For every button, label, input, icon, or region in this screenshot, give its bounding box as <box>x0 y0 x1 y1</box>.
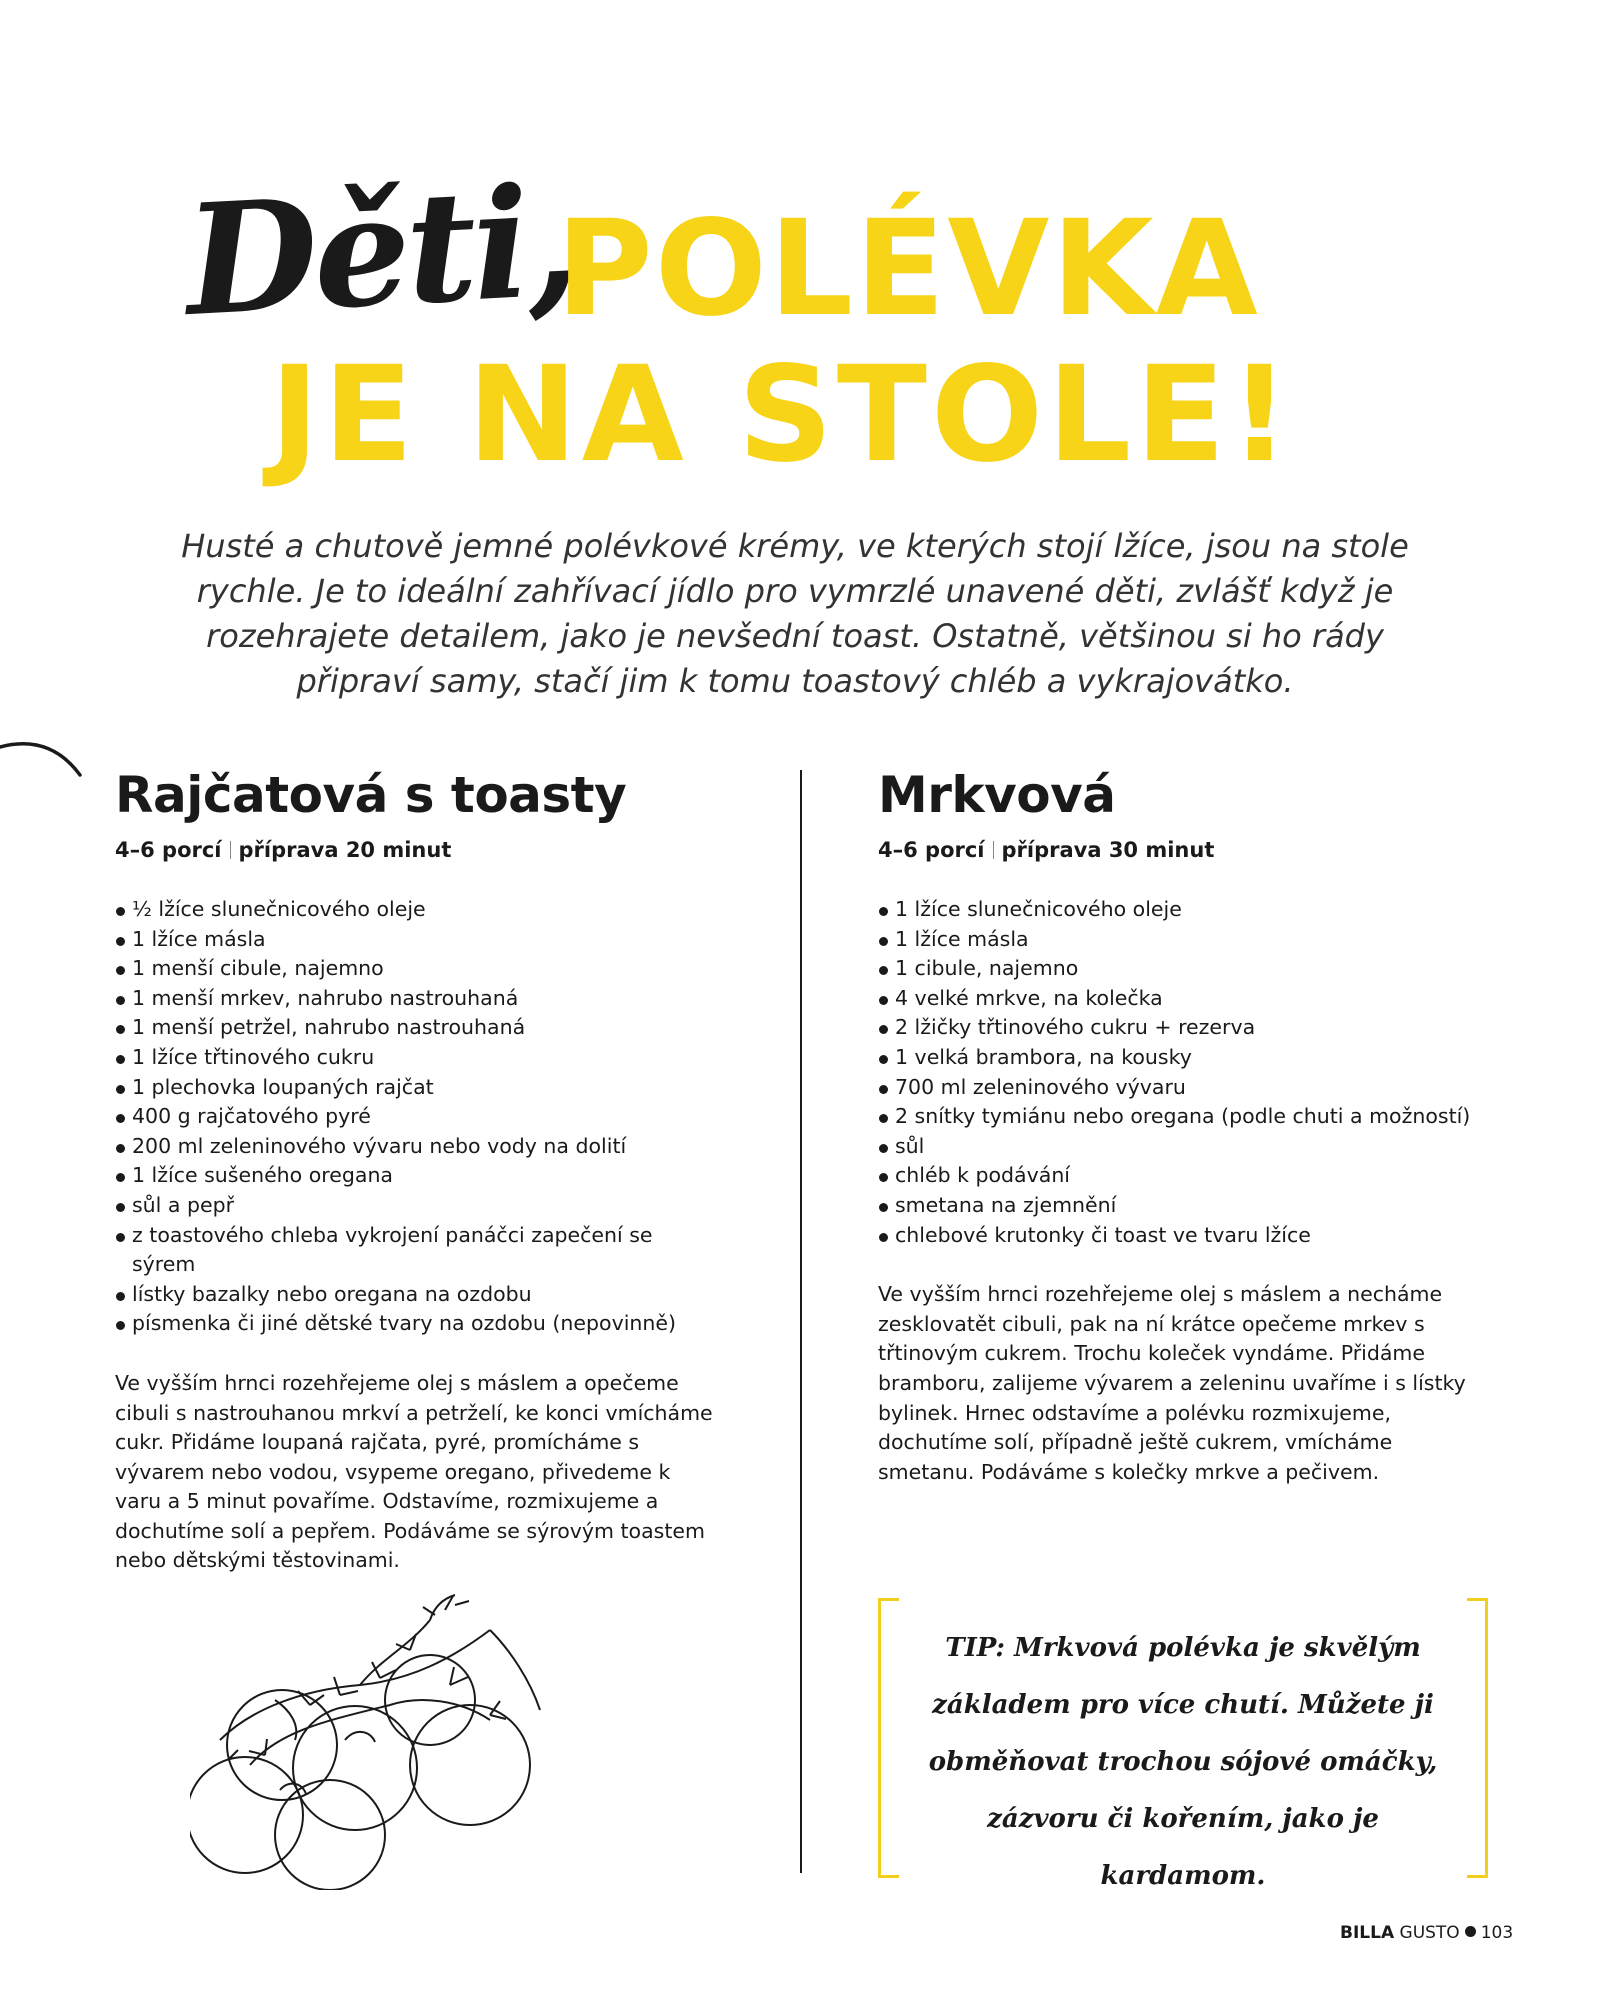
headline-script-word: Děti, <box>181 150 580 350</box>
tip-bracket-left <box>878 1598 899 1878</box>
recipe-meta <box>115 835 715 865</box>
ingredient-item: chléb k podávání <box>878 1161 1488 1191</box>
recipe-method: Ve vyšším hrnci rozehřejeme olej s máslem a opečeme cibuli s nastrouhanou mrkví a petrželí, ke konci vmícháme cukr. Přidáme loupaná rajčata, pyré, promícháme s vývarem nebo vodou, vsypeme oregano, přivedeme k varu a 5 minut povaříme. Odstavíme, rozmixujeme a dochutíme solí a pepřem. Podáváme se sýrovým toastem nebo dětskými těstovinami. <box>115 1370 713 1573</box>
tip-bracket-right <box>1467 1598 1488 1878</box>
tip-box <box>878 1598 1488 1891</box>
ingredient-item: písmenka či jiné dětské tvary na ozdobu (nepovinně) <box>115 1309 715 1339</box>
ingredient-item: smetana na zjemnění <box>878 1191 1488 1221</box>
ingredient-item: 1 plechovka loupaných rajčat <box>115 1073 715 1103</box>
servings: 4–6 porcí <box>878 838 985 862</box>
ingredient-item: lístky bazalky nebo oregana na ozdobu <box>115 1280 715 1310</box>
recipe-method: Ve vyšším hrnci rozehřejeme olej s máslem a necháme zesklovatět cibuli, pak na ní krátce opečeme mrkev s třtinovým cukrem. Trochu koleček vyndáme. Přidáme bramboru, zalijeme vývarem a zeleninu uvaříme i s lístky bylinek. Hrnec odstavíme a polévku rozmixujeme, dochutíme solí, případně ještě cukrem, vmícháme smetanu. Podáváme s kolečky mrkve a pečivem. <box>878 1282 1466 1484</box>
tip-text: TIP: Mrkvová polévka je skvělým základem pro více chutí. Můžete ji obměňovat trochou sójové omáčky, zázvoru či kořením, jako je kardamom. <box>928 1633 1438 1891</box>
ingredient-item: 1 velká brambora, na kousky <box>878 1043 1488 1073</box>
ingredient-item: 1 cibule, najemno <box>878 954 1488 984</box>
recipe-meta <box>878 835 1488 865</box>
column-divider <box>800 770 802 1873</box>
ingredient-item: 2 lžičky třtinového cukru + rezerva <box>878 1013 1488 1043</box>
meta-separator <box>230 841 231 859</box>
ingredient-list <box>878 895 1488 1250</box>
recipe-title: Mrkvová <box>878 766 1116 824</box>
ingredient-item: 400 g rajčatového pyré <box>115 1102 715 1132</box>
ingredient-item: 1 menší mrkev, nahrubo nastrouhaná <box>115 984 715 1014</box>
servings: 4–6 porcí <box>115 838 222 862</box>
headline <box>181 150 1450 492</box>
ingredient-item: 1 lžíce sušeného oregana <box>115 1161 715 1191</box>
prep-time: příprava 30 minut <box>1001 838 1215 862</box>
recipe-title: Rajčatová s toasty <box>115 766 627 824</box>
recipe-card-carrot <box>878 765 1488 1487</box>
ingredient-item: ½ lžíce slunečnicového oleje <box>115 895 715 925</box>
ingredient-list <box>115 895 715 1339</box>
ingredient-item: 1 lžíce másla <box>115 925 715 955</box>
ingredient-item: 1 lžíce másla <box>878 925 1488 955</box>
headline-line-1: POLÉVKA <box>556 192 1260 346</box>
ingredient-item: sůl <box>878 1132 1488 1162</box>
ingredient-item: z toastového chleba vykrojení panáčci zapečení se sýrem <box>115 1221 715 1280</box>
tomatoes-on-vine-illustration <box>190 1590 620 1890</box>
ingredient-item: 1 lžíce třtinového cukru <box>115 1043 715 1073</box>
ingredient-item: chlebové krutonky či toast ve tvaru lžíce <box>878 1221 1488 1251</box>
ingredient-item: 4 velké mrkve, na kolečka <box>878 984 1488 1014</box>
ingredient-item: 2 snítky tymiánu nebo oregana (podle chuti a možností) <box>878 1102 1488 1132</box>
page-footer <box>1340 1922 1513 1944</box>
recipe-card-tomato <box>115 765 715 1576</box>
headline-line-2: JE NA STOLE! <box>270 338 1294 492</box>
meta-separator <box>993 841 994 859</box>
page-number: 103 <box>1480 1923 1514 1943</box>
ingredient-item: sůl a pepř <box>115 1191 715 1221</box>
ingredient-item: 200 ml zeleninového vývaru nebo vody na dolití <box>115 1132 715 1162</box>
footer-brand: BILLA <box>1340 1923 1395 1943</box>
ingredient-item: 1 menší petržel, nahrubo nastrouhaná <box>115 1013 715 1043</box>
footer-magazine: GUSTO <box>1399 1923 1460 1943</box>
intro-paragraph: Husté a chutově jemné polévkové krémy, ve kterých stojí lžíce, jsou na stole rychle. Je to ideální zahřívací jídlo pro vymrzlé unavené děti, zvlášť když je rozehrajete detailem, jako je nevšední toast. Ostatně, většinou si ho rády připraví samy, stačí jim k tomu toastový chléb a vykrajovátko. <box>181 527 1409 700</box>
footer-dot-icon <box>1465 1926 1476 1937</box>
prep-time: příprava 20 minut <box>238 838 452 862</box>
ingredient-item: 700 ml zeleninového vývaru <box>878 1073 1488 1103</box>
ingredient-item: 1 menší cibule, najemno <box>115 954 715 984</box>
ingredient-item: 1 lžíce slunečnicového oleje <box>878 895 1488 925</box>
decorative-arc <box>0 735 90 785</box>
